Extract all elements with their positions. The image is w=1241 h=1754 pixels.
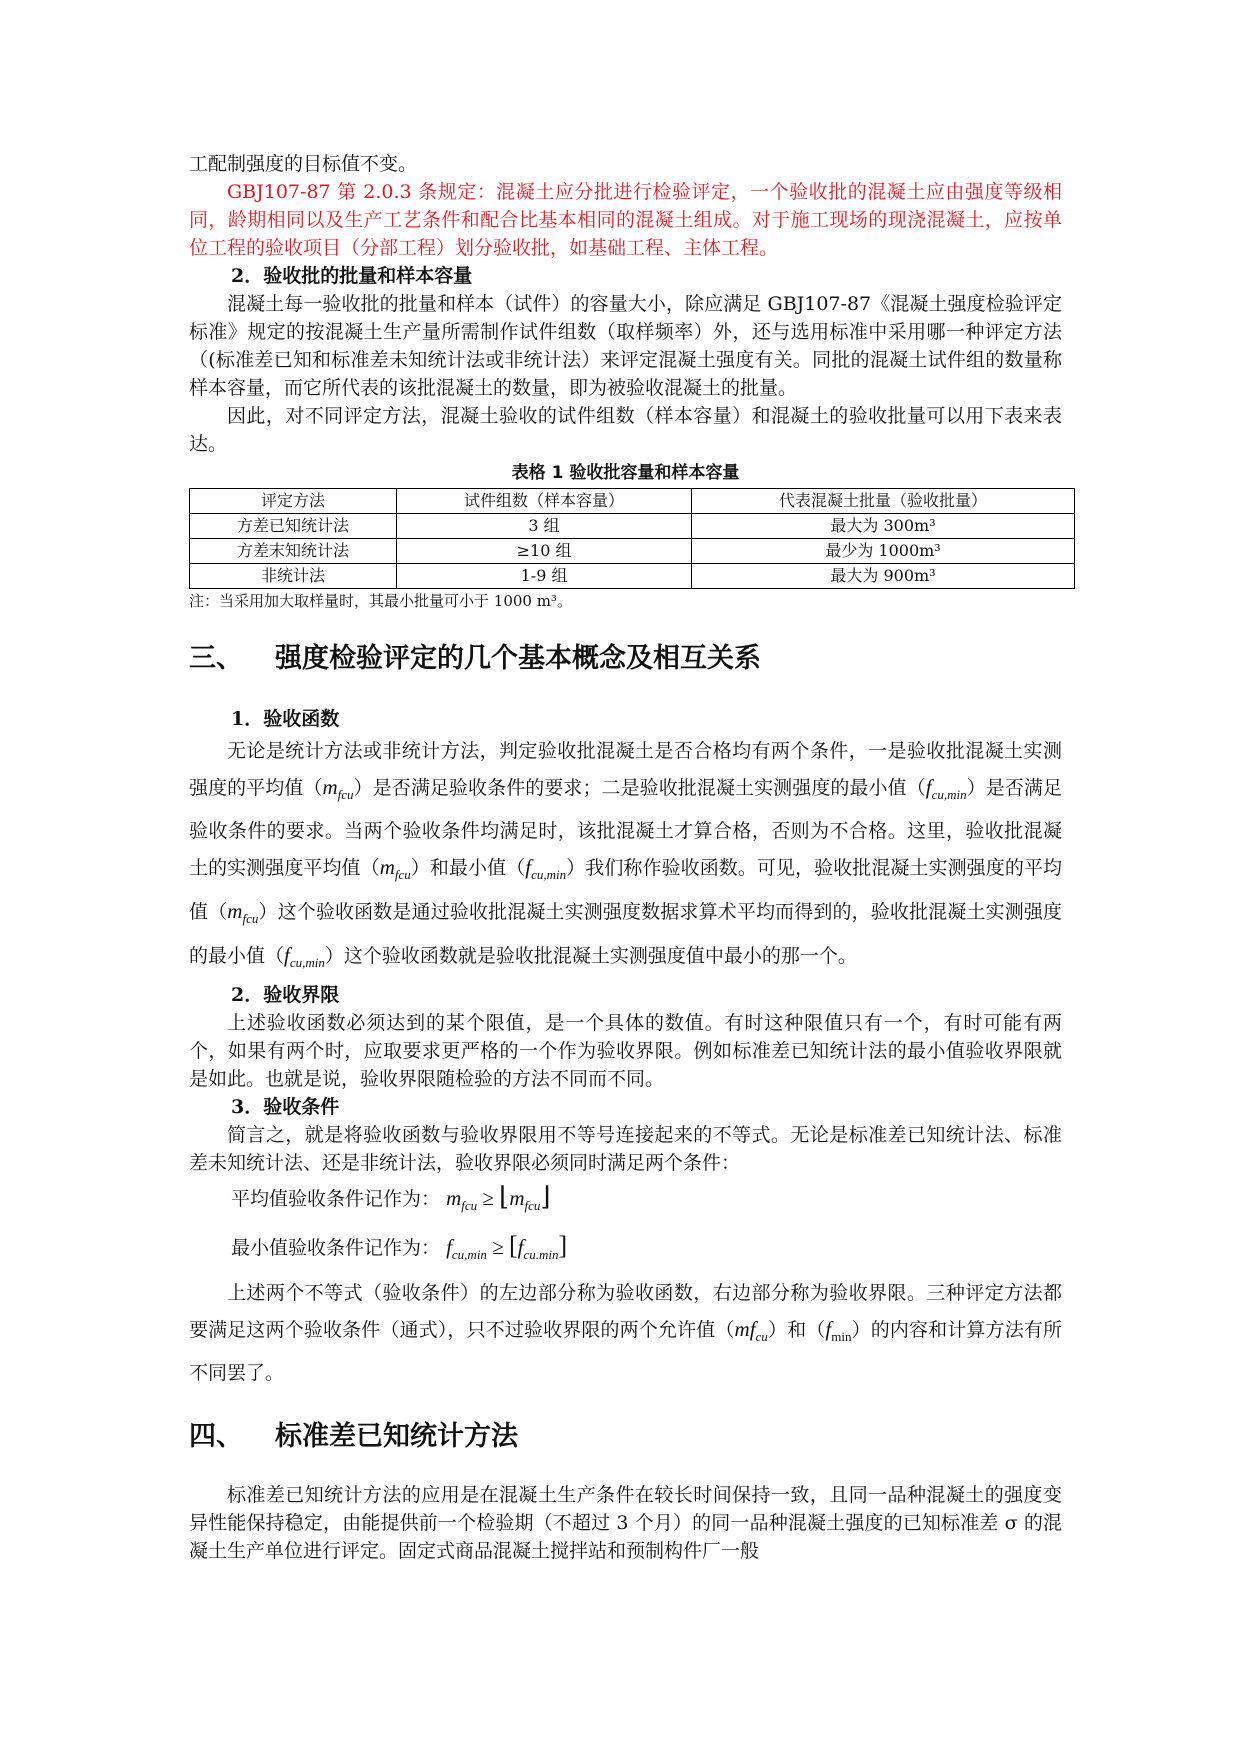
section-heading-3 (189, 639, 1062, 679)
inequality-min (189, 1226, 1062, 1275)
formula-mean: $m_{fcu}$ (227, 899, 259, 926)
formula-fmin: $f_{min}$ (825, 1317, 852, 1344)
text-run: ）是否满足验收条件的要求。当两个验收条件均满足时，该批混凝土才算合格，否则为不合格。这里，验收批混凝土的实测强度平均值（ (189, 777, 1062, 879)
table-cell: 方差已知统计法 (190, 514, 397, 539)
formula-min: $f_{cu,min}$ (925, 775, 967, 802)
inequality-label: 最小值验收条件记作为： (231, 1237, 441, 1259)
subheading-acceptance-function: 1．验收函数 (231, 708, 340, 730)
formula-mfcu: $mf_{cu}$ (734, 1317, 768, 1344)
table-header-row (190, 489, 1075, 514)
text-run: ）这个验收函数是通过验收批混凝土实测强度数据求算术平均而得到的，验收批混凝土实测强度的最小值（ (189, 901, 1062, 967)
table-cell: ≥10 组 (397, 539, 692, 564)
paragraph: 简言之，就是将验收函数与验收界限用不等号连接起来的不等式。无论是标准差已知统计法、标准差未知统计法、还是非统计法，验收界限必须同时满足两个条件： (189, 1124, 1062, 1174)
table-note: 注：当采用加大取样量时，其最小批量可小于 1000 m³。 (189, 592, 572, 610)
subheading-acceptance-limit: 2．验收界限 (231, 984, 340, 1006)
table-row (190, 564, 1075, 589)
formula-min-condition: $f_{cu,min} \ge [f_{cu.min}]$ (446, 1231, 568, 1262)
paragraph: 因此，对不同评定方法，混凝土验收的试件组数（样本容量）和混凝土的验收批量可以用下表来表达。 (189, 405, 1062, 455)
text-run: 上述两个不等式（验收条件）的左边部分称为验收函数，右边部分称为验收界限。三种评定方法都要满足这两个验收条件（通式），只不过验收界限的两个允许值（ (189, 1282, 1062, 1341)
text-run: ）的内容和计算方法有所不同罢了。 (189, 1319, 1062, 1384)
section-number: 四、 (189, 1421, 243, 1452)
table-cell: 最大为 300m³ (692, 514, 1075, 539)
text-run: ）这个验收函数就是验收批混凝土实测强度值中最小的那一个。 (324, 945, 857, 967)
text-run: 无论是统计方法或非统计方法，判定验收批混凝土是否合格均有两个条件，一是验收批混凝土实测强度的平均值（ (189, 740, 1062, 799)
subheading-batch-size: 2．验收批的批量和样本容量 (231, 265, 473, 287)
formula-mean-condition: $m_{fcu}$ ≥ $⌊m_{fcu}⌋$ (446, 1182, 551, 1213)
document-body (189, 150, 1062, 1565)
text-run: ）我们称作验收函数。可见，验收批混凝土实测强度的平均值（ (189, 857, 1062, 923)
text-run: ）和最小值（ (410, 857, 526, 879)
table-header-cell: 评定方法 (190, 489, 397, 514)
table-cell: 1-9 组 (397, 564, 692, 589)
red-paragraph: GBJ107-87 第 2.0.3 条规定：混凝土应分批进行检验评定，一个验收批的混凝土应由强度等级相同，龄期相同以及生产工艺条件和配合比基本相同的混凝土组成。对于施工现场的现浇混凝土，应按单位工程的验收项目（分部工程）划分验收批，如基础工程、主体工程。 (189, 181, 1062, 259)
table-cell: 3 组 (397, 514, 692, 539)
paragraph: 工配制强度的目标值不变。 (189, 153, 418, 175)
paragraph: 上述验收函数必须达到的某个限值，是一个具体的数值。有时这种限值只有一个，有时可能有两个，如果有两个时，应取要求更严格的一个作为验收界限。例如标准差已知统计法的最小值验收界限就是如此。也就是说，验收界限随检验的方法不同而不同。 (189, 1012, 1062, 1090)
section-number: 三、 (189, 643, 243, 674)
table-cell: 非统计法 (190, 564, 397, 589)
section-title: 强度检验评定的几个基本概念及相互关系 (275, 643, 761, 674)
batch-size-table (189, 488, 1075, 589)
table-cell: 方差末知统计法 (190, 539, 397, 564)
table-cell: 最少为 1000m³ (692, 539, 1075, 564)
paragraph-conditions-summary (189, 1275, 1062, 1391)
table-caption: 表格 1 验收批容量和样本容量 (511, 463, 740, 483)
section-heading-4 (189, 1417, 1062, 1457)
subheading-acceptance-condition: 3．验收条件 (231, 1096, 340, 1118)
table-row (190, 539, 1075, 564)
table-header-cell: 试件组数（样本容量） (397, 489, 692, 514)
paragraph: 混凝土每一验收批的批量和样本（试件）的容量大小，除应满足 GBJ107-87《混凝土强度检验评定标准》规定的按混凝土生产量所需制作试件组数（取样频率）外，还与选用标准中采用哪一种评定方法（(标准差已知和标准差未知统计法或非统计法）来评定混凝土强度有关。同批的混凝土试件组的数量称样本容量，而它所代表的该批混凝土的数量，即为被验收混凝土的批量。 (189, 293, 1062, 399)
table-cell: 最大为 900m³ (692, 564, 1075, 589)
formula-mean: $m_{fcu}$ (379, 855, 411, 882)
section-title: 标准差已知统计方法 (275, 1421, 518, 1452)
text-run: ）是否满足验收条件的要求；二是验收批混凝土实测强度的最小值（ (353, 777, 926, 799)
formula-min: $f_{cu,min}$ (284, 943, 325, 970)
formula-mean: $m_{fcu}$ (322, 775, 354, 802)
table-row (190, 514, 1075, 539)
table-header-cell: 代表混凝土批量（验收批量） (692, 489, 1075, 514)
formula-min: $f_{cu,min}$ (525, 855, 567, 882)
paragraph: 标准差已知统计方法的应用是在混凝土生产条件在较长时间保持一致，且同一品种混凝土的强度变异性能保持稳定，由能提供前一个检验期（不超过 3 个月）的同一品种混凝土强度的已知标准差 σ 的混凝土生产单位进行评定。固定式商品混凝土搅拌站和预制构件厂一般 (189, 1484, 1062, 1562)
inequality-label: 平均值验收条件记作为： (231, 1188, 441, 1210)
text-run: ）和（ (767, 1319, 826, 1341)
paragraph-acceptance-function (189, 733, 1062, 981)
inequality-mean (189, 1177, 1062, 1226)
